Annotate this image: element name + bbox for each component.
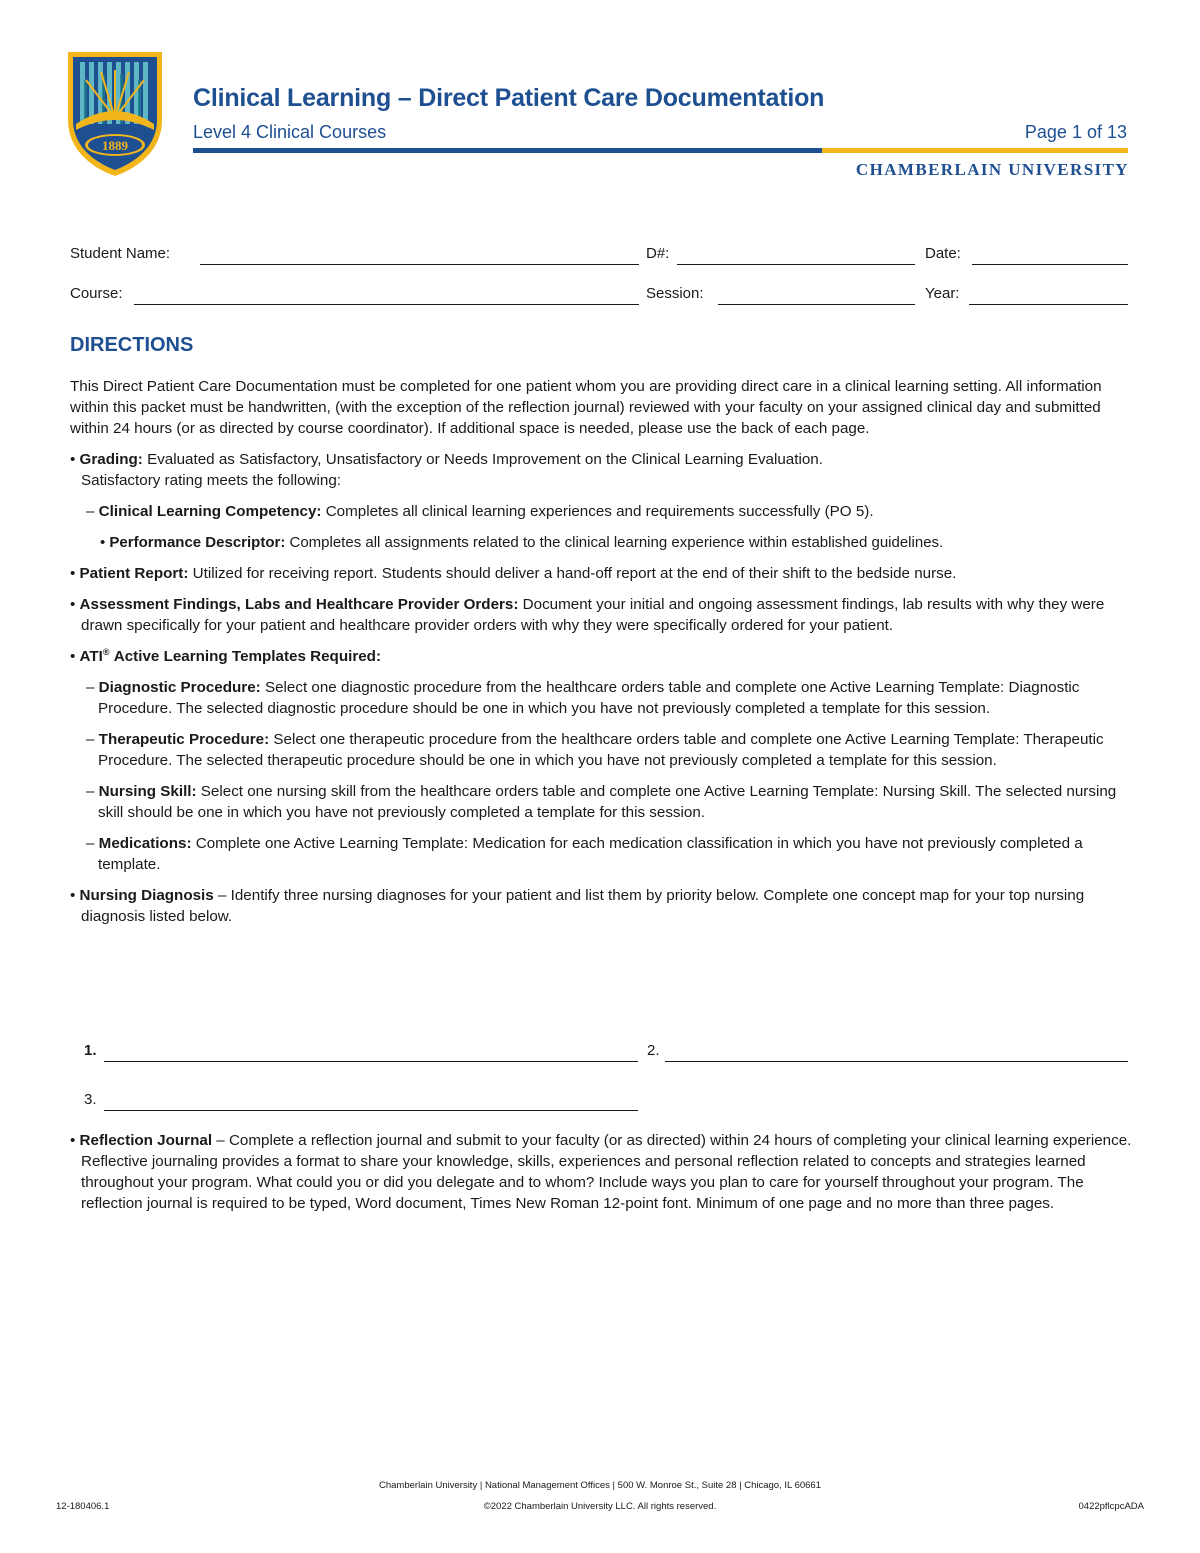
skill-label: Nursing Skill:	[98, 783, 197, 800]
diagnosis-2-label: 2.	[647, 1042, 660, 1059]
year-label: Year:	[925, 285, 960, 302]
date-label: Date:	[925, 245, 961, 262]
diagnostic-text: Select one diagnostic procedure from the healthcare orders table and complete one Active Learning Template: Diagnostic Procedure. The selected diagnostic procedure should be one in which you have not previously completed a template for this session.	[98, 679, 1080, 717]
ati-registered-mark: ®	[102, 646, 110, 657]
session-field[interactable]	[718, 304, 915, 305]
diagnostic-item: – Diagnostic Procedure: Select one diagnostic procedure from the healthcare orders table and complete one Active Learning Template: Diagnostic Procedure. The selected diagnostic procedure should be one in which you have not previously completed a template for this session.	[86, 679, 1080, 717]
competency-item: – Clinical Learning Competency: Completes all clinical learning experiences and requirements successfully (PO 5).	[86, 503, 874, 520]
logo-year: 1889	[102, 138, 128, 153]
diagnosis-1-label: 1.	[84, 1042, 97, 1059]
footer-code-right: 0422pflcpcADA	[1078, 1501, 1144, 1512]
footer-copyright: ©2022 Chamberlain University LLC. All rights reserved.	[483, 1501, 717, 1512]
descriptor-text: Completes all assignments related to the clinical learning experience within established guidelines.	[289, 534, 944, 551]
report-item: • Patient Report: Utilized for receiving report. Students should deliver a hand-off report at the end of their shift to the bedside nurse.	[70, 565, 957, 582]
university-logo-shield	[66, 50, 164, 178]
competency-text: Completes all clinical learning experiences and requirements successfully (PO 5).	[325, 503, 874, 520]
directions-body	[70, 376, 1132, 937]
descriptor-label: Performance Descriptor:	[109, 534, 286, 551]
date-field[interactable]	[972, 264, 1128, 265]
d-number-field[interactable]	[677, 264, 915, 265]
student-name-field[interactable]	[200, 264, 639, 265]
therapeutic-item: – Therapeutic Procedure: Select one therapeutic procedure from the healthcare orders table and complete one Active Learning Template: Therapeutic Procedure. The selected therapeutic procedure should be one in which you have not previously completed a template for this session.	[86, 731, 1104, 769]
form-row-1	[70, 245, 1130, 267]
header-rule-blue	[193, 148, 822, 153]
descriptor-item: • Performance Descriptor: Completes all assignments related to the clinical learning experience within established guidelines.	[100, 534, 944, 551]
university-wordmark: CHAMBERLAIN UNIVERSITY	[855, 160, 1129, 179]
assessment-text: Document your initial and ongoing assessment findings, lab results with why they were drawn specifically for your patient and healthcare provider orders with why they were specifically ordered for your patient.	[81, 596, 1105, 634]
header-rule-gold	[822, 148, 1128, 153]
grading-label: Grading:	[79, 451, 143, 468]
page-number: Page 1 of 13	[1024, 122, 1127, 142]
assessment-item: • Assessment Findings, Labs and Healthcare Provider Orders: Document your initial and ongoing assessment findings, lab results with why they were drawn specifically for your patient and healthcare provider orders with why they were specifically ordered for your patient.	[70, 596, 1105, 634]
ati-label: ATI	[79, 648, 103, 665]
diagnosis-row-3	[84, 1091, 644, 1115]
student-name-label: Student Name:	[70, 245, 171, 262]
grading-text-2: Satisfactory rating meets the following:	[81, 472, 341, 489]
grading-text: Evaluated as Satisfactory, Unsatisfactory or Needs Improvement on the Clinical Learning Evaluation.	[147, 451, 823, 468]
ati-item: • ATI® Active Learning Templates Required:	[70, 646, 382, 665]
diagnosis-3-field[interactable]	[104, 1110, 638, 1111]
medications-label: Medications:	[98, 835, 192, 852]
d-number-label: D#:	[646, 245, 670, 262]
footer-address: Chamberlain University | National Management Offices | 500 W. Monroe St., Suite 28 | Chicago, IL 60661	[379, 1480, 821, 1491]
document-title: Clinical Learning – Direct Patient Care Documentation	[193, 84, 825, 112]
assessment-label: Assessment Findings, Labs and Healthcare Provider Orders:	[79, 596, 519, 613]
skill-item: – Nursing Skill: Select one nursing skill from the healthcare orders table and complete one Active Learning Template: Nursing Skill. The selected nursing skill should be one in which you have not previously completed a template for this session.	[86, 783, 1117, 821]
diagnosis-row-1	[84, 1042, 1130, 1066]
competency-label: Clinical Learning Competency:	[98, 503, 322, 520]
reflection-label: Reflection Journal	[79, 1132, 213, 1149]
footer-code-left: 12-180406.1	[56, 1501, 110, 1512]
report-label: Patient Report:	[79, 565, 189, 582]
medications-text: Complete one Active Learning Template: Medication for each medication classification in which you have not previously completed a template.	[98, 835, 1083, 873]
diagnosis-2-field[interactable]	[665, 1061, 1128, 1062]
document-subtitle: Level 4 Clinical Courses	[193, 122, 387, 142]
session-label: Session:	[646, 285, 704, 302]
form-row-2	[70, 285, 1130, 307]
nursing-diagnosis-text: – Identify three nursing diagnoses for your patient and list them by priority below. Complete one concept map for your top nursing diagnosis listed below.	[81, 887, 1085, 925]
skill-text: Select one nursing skill from the healthcare orders table and complete one Active Learning Template: Nursing Skill. The selected nursing skill should be one in which you have not previously completed a template for this session.	[98, 783, 1117, 821]
ati-text: Active Learning Templates Required:	[113, 648, 382, 665]
grading-item: • Grading: Evaluated as Satisfactory, Unsatisfactory or Needs Improvement on the Clinical Learning Evaluation. Satisfactory rating meets the following:	[70, 451, 823, 489]
therapeutic-label: Therapeutic Procedure:	[98, 731, 270, 748]
report-text: Utilized for receiving report. Students should deliver a hand-off report at the end of their shift to the bedside nurse.	[192, 565, 957, 582]
directions-heading: DIRECTIONS	[70, 334, 194, 356]
diagnosis-1-field[interactable]	[104, 1061, 638, 1062]
nursing-diagnosis-label: Nursing Diagnosis	[79, 887, 214, 904]
therapeutic-text: Select one therapeutic procedure from the healthcare orders table and complete one Active Learning Template: Therapeutic Procedure. The selected therapeutic procedure should be one in which you have not previously completed a template for this session.	[98, 731, 1104, 769]
nursing-diagnosis-item: • Nursing Diagnosis – Identify three nursing diagnoses for your patient and list them by priority below. Complete one concept map for your top nursing diagnosis listed below.	[70, 887, 1085, 925]
course-field[interactable]	[134, 304, 639, 305]
reflection-journal-item: • Reflection Journal – Complete a reflection journal and submit to your faculty (or as directed) within 24 hours of completing your clinical learning experience. Reflective journaling provides a format to share your knowledge, skills, experiences and personal reflection related to concepts and strategies learned throughout your program. What could you or did you delegate and to whom? Include ways you plan to care for yourself throughout your program. The reflection journal is required to be typed, Word document, Times New Roman 12-point font. Minimum of one page and no more than three pages.	[70, 1132, 1132, 1212]
year-field[interactable]	[969, 304, 1128, 305]
reflection-text: – Complete a reflection journal and submit to your faculty (or as directed) within 24 hours of completing your clinical learning experience. Reflective journaling provides a format to share your knowledge, skills, experiences and personal reflection related to concepts and strategies learned throughout your program. What could you or did you delegate and to whom? Include ways you plan to care for yourself throughout your program. The reflection journal is required to be typed, Word document, Times New Roman 12-point font. Minimum of one page and no more than three pages.	[81, 1132, 1132, 1212]
medications-item: – Medications: Complete one Active Learning Template: Medication for each medication classification in which you have not previously completed a template.	[86, 835, 1083, 873]
diagnostic-label: Diagnostic Procedure:	[98, 679, 261, 696]
course-label: Course:	[70, 285, 123, 302]
directions-intro: This Direct Patient Care Documentation must be completed for one patient whom you are providing direct care in a clinical learning setting. All information within this packet must be handwritten, (with the exception of the reflection journal) reviewed with your faculty on your assigned clinical day and submitted within 24 hours (or as directed by course coordinator). If additional space is needed, please use the back of each page.	[70, 378, 1102, 437]
diagnosis-3-label: 3.	[84, 1091, 97, 1108]
